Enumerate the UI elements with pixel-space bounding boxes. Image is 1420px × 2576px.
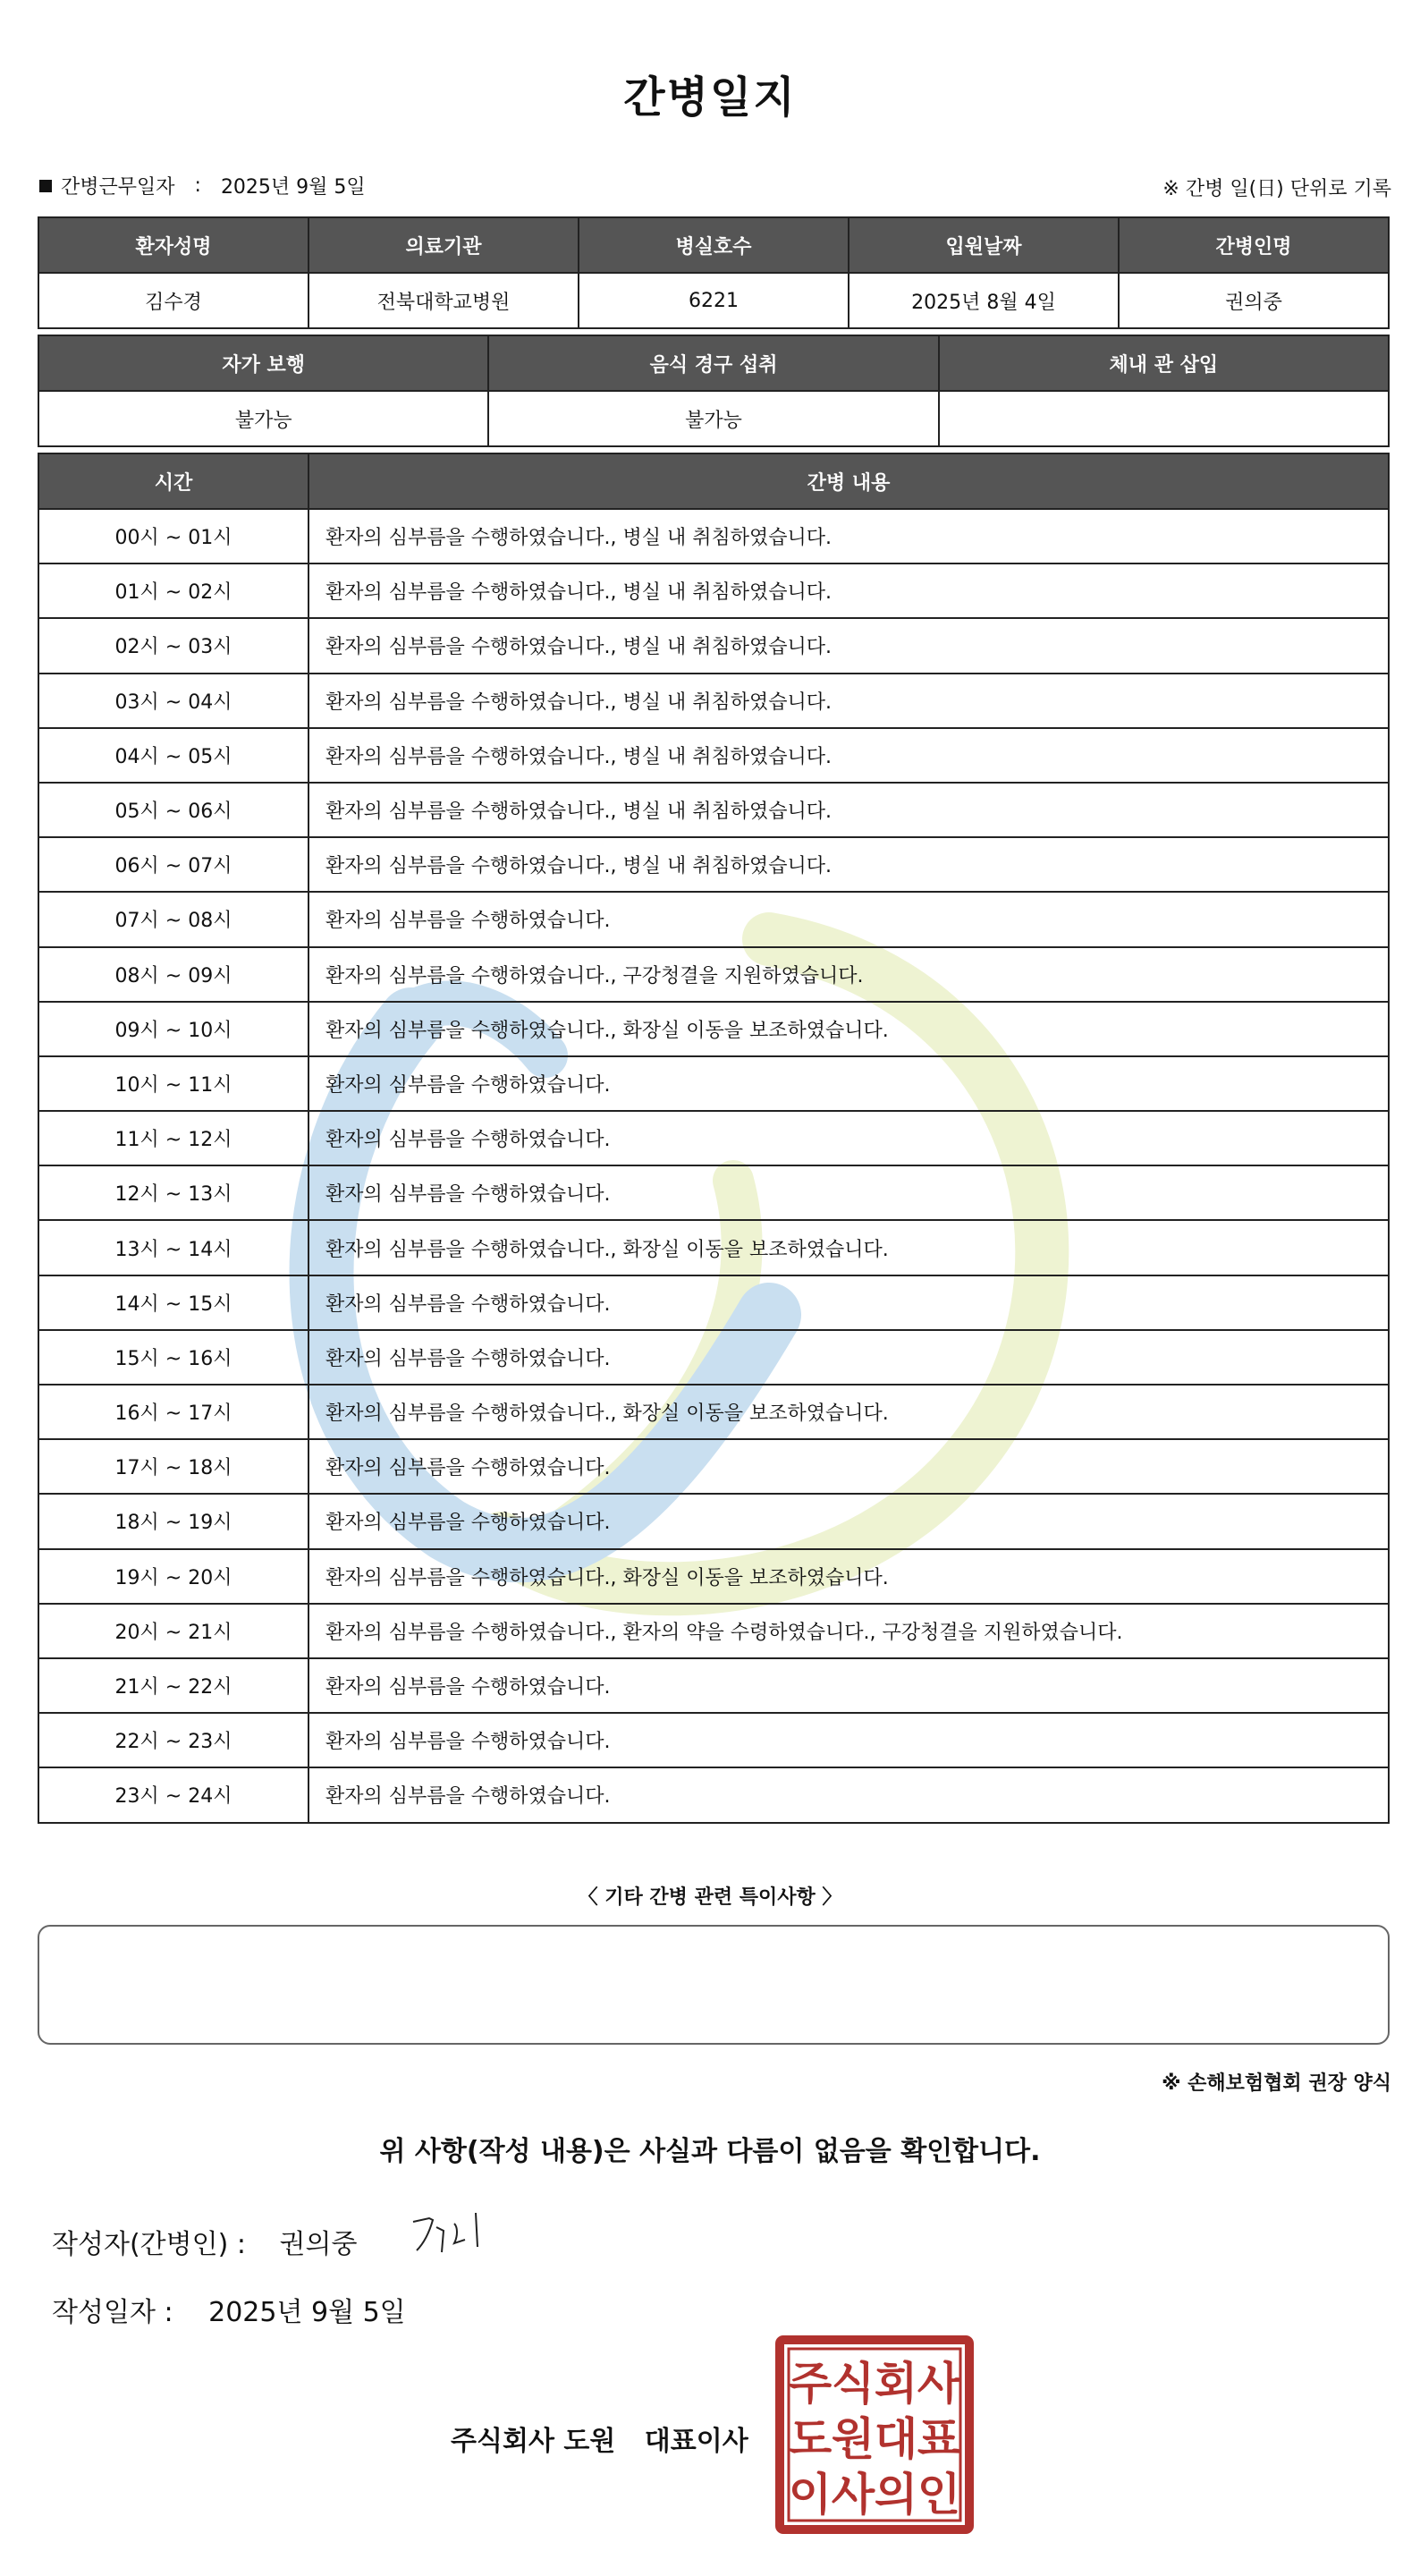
care-content: 환자의 심부름을 수행하였습니다. [309, 1439, 1389, 1494]
seal-character: 이 [788, 2469, 833, 2521]
time-slot: 15시 ~ 16시 [38, 1330, 309, 1385]
care-content: 환자의 심부름을 수행하였습니다., 병실 내 취침하였습니다. [309, 728, 1389, 783]
table-row [38, 1604, 1389, 1658]
table-row [38, 1385, 1389, 1439]
seal-character: 인 [917, 2469, 961, 2521]
header-caregiver-name: 간병인명 [1119, 217, 1389, 273]
table-row [38, 1111, 1389, 1165]
table-row [38, 728, 1389, 783]
work-date-separator: : [194, 174, 201, 197]
care-content: 환자의 심부름을 수행하였습니다., 병실 내 취침하였습니다. [309, 564, 1389, 618]
company-line [451, 2419, 748, 2458]
care-content: 환자의 심부름을 수행하였습니다., 환자의 약을 수령하였습니다., 구강청결을 지원하였습니다. [309, 1604, 1389, 1658]
care-content: 환자의 심부름을 수행하였습니다. [309, 1330, 1389, 1385]
oral-intake-value: 불가능 [488, 391, 938, 446]
time-slot: 11시 ~ 12시 [38, 1111, 309, 1165]
care-content: 환자의 심부름을 수행하였습니다., 화장실 이동을 보조하였습니다. [309, 1385, 1389, 1439]
care-content: 환자의 심부름을 수행하였습니다. [309, 1165, 1389, 1220]
table-row [38, 783, 1389, 837]
bullet-square-icon [39, 180, 52, 192]
care-content: 환자의 심부름을 수행하였습니다., 화장실 이동을 보조하였습니다. [309, 1002, 1389, 1056]
time-slot: 18시 ~ 19시 [38, 1494, 309, 1548]
seal-character: 표 [917, 2413, 961, 2465]
time-slot: 12시 ~ 13시 [38, 1165, 309, 1220]
confirmation-statement: 위 사항(작성 내용)은 사실과 다름이 없음을 확인합니다. [379, 2136, 1041, 2167]
seal-character: 사 [917, 2358, 961, 2410]
caregiver-name: 권의중 [1119, 273, 1389, 328]
tube-insertion-value [939, 391, 1389, 446]
table-row [38, 1330, 1389, 1385]
time-slot: 17시 ~ 18시 [38, 1439, 309, 1494]
special-notes-title: 〈 기타 간병 관련 특이사항 〉 [578, 1886, 842, 1909]
table-row [38, 1165, 1389, 1220]
patient-name: 김수경 [38, 273, 309, 328]
seal-character: 사 [831, 2469, 875, 2521]
table-row [38, 947, 1389, 1002]
patient-status-value-row [38, 391, 1389, 446]
header-self-walking: 자가 보행 [38, 335, 488, 391]
time-slot: 05시 ~ 06시 [38, 783, 309, 837]
care-content: 환자의 심부름을 수행하였습니다. [309, 1056, 1389, 1111]
written-date-label: 작성일자 : [52, 2297, 173, 2328]
table-row [38, 618, 1389, 673]
table-row [38, 674, 1389, 728]
table-row [38, 509, 1389, 564]
header-admission-date: 입원날짜 [849, 217, 1119, 273]
table-row [38, 1494, 1389, 1548]
care-content: 환자의 심부름을 수행하였습니다. [309, 892, 1389, 946]
care-content: 환자의 심부름을 수행하였습니다. [309, 1275, 1389, 1330]
writer-label: 작성자(간병인) : [52, 2229, 246, 2260]
time-slot: 20시 ~ 21시 [38, 1604, 309, 1658]
time-slot: 14시 ~ 15시 [38, 1275, 309, 1330]
care-content: 환자의 심부름을 수행하였습니다., 병실 내 취침하였습니다. [309, 509, 1389, 564]
patient-info-table [38, 216, 1390, 329]
seal-character: 식 [831, 2358, 875, 2410]
seal-character: 대 [874, 2413, 918, 2465]
care-content: 환자의 심부름을 수행하였습니다. [309, 1658, 1389, 1713]
self-walking-value: 불가능 [38, 391, 488, 446]
writer-line [52, 2222, 357, 2261]
time-slot: 21시 ~ 22시 [38, 1658, 309, 1713]
time-slot: 23시 ~ 24시 [38, 1767, 309, 1822]
medical-institution: 전북대학교병원 [309, 273, 579, 328]
writer-name: 권의중 [279, 2229, 358, 2260]
time-slot: 03시 ~ 04시 [38, 674, 309, 728]
seal-character: 주 [788, 2358, 833, 2410]
table-row [38, 1056, 1389, 1111]
special-notes-box [38, 1925, 1390, 2045]
company-name: 주식회사 도원 [451, 2426, 616, 2457]
table-row [38, 1275, 1389, 1330]
form-source-note: ※ 손해보험협회 권장 양식 [1162, 2072, 1391, 2095]
table-row [38, 1713, 1389, 1767]
work-date-label: 간병근무일자 [61, 176, 175, 199]
company-seal-stamp [774, 2334, 975, 2535]
header-medical-institution: 의료기관 [309, 217, 579, 273]
patient-status-header-row [38, 335, 1389, 391]
care-log-table [38, 453, 1390, 1824]
care-content: 환자의 심부름을 수행하였습니다., 병실 내 취침하였습니다. [309, 618, 1389, 673]
care-content: 환자의 심부름을 수행하였습니다., 병실 내 취침하였습니다. [309, 837, 1389, 892]
patient-info-value-row [38, 273, 1389, 328]
time-slot: 07시 ~ 08시 [38, 892, 309, 946]
time-slot: 19시 ~ 20시 [38, 1549, 309, 1604]
work-date-value: 2025년 9월 5일 [220, 176, 366, 199]
time-slot: 00시 ~ 01시 [38, 509, 309, 564]
care-log-header-row [38, 453, 1389, 509]
table-row [38, 1767, 1389, 1822]
table-row [38, 1658, 1389, 1713]
unit-note: ※ 간병 일(日) 단위로 기록 [1162, 178, 1391, 200]
table-row [38, 564, 1389, 618]
care-content: 환자의 심부름을 수행하였습니다., 화장실 이동을 보조하였습니다. [309, 1220, 1389, 1275]
time-slot: 04시 ~ 05시 [38, 728, 309, 783]
table-row [38, 1439, 1389, 1494]
seal-character: 의 [874, 2469, 918, 2521]
table-row [38, 892, 1389, 946]
header-care-content: 간병 내용 [309, 453, 1389, 509]
care-content: 환자의 심부름을 수행하였습니다., 병실 내 취침하였습니다. [309, 783, 1389, 837]
room-number: 6221 [579, 273, 849, 328]
time-slot: 22시 ~ 23시 [38, 1713, 309, 1767]
table-row [38, 1549, 1389, 1604]
care-content: 환자의 심부름을 수행하였습니다., 병실 내 취침하였습니다. [309, 674, 1389, 728]
header-tube-insertion: 체내 관 삽입 [939, 335, 1389, 391]
time-slot: 01시 ~ 02시 [38, 564, 309, 618]
document-title: 간병일지 [623, 72, 797, 123]
time-slot: 16시 ~ 17시 [38, 1385, 309, 1439]
header-patient-name: 환자성명 [38, 217, 309, 273]
table-row [38, 837, 1389, 892]
time-slot: 09시 ~ 10시 [38, 1002, 309, 1056]
header-time: 시간 [38, 453, 309, 509]
seal-character: 회 [874, 2358, 918, 2410]
time-slot: 08시 ~ 09시 [38, 947, 309, 1002]
care-content: 환자의 심부름을 수행하였습니다. [309, 1494, 1389, 1548]
care-content: 환자의 심부름을 수행하였습니다. [309, 1713, 1389, 1767]
caregiver-signature [402, 2200, 501, 2263]
work-date-line [39, 172, 366, 199]
written-date-value: 2025년 9월 5일 [208, 2297, 406, 2328]
patient-status-table [38, 335, 1390, 447]
patient-info-header-row [38, 217, 1389, 273]
time-slot: 06시 ~ 07시 [38, 837, 309, 892]
time-slot: 13시 ~ 14시 [38, 1220, 309, 1275]
care-content: 환자의 심부름을 수행하였습니다., 구강청결을 지원하였습니다. [309, 947, 1389, 1002]
written-date-line [52, 2290, 406, 2329]
table-row [38, 1002, 1389, 1056]
seal-character: 원 [831, 2413, 875, 2465]
company-representative-title: 대표이사 [644, 2426, 748, 2457]
table-row [38, 1220, 1389, 1275]
care-content: 환자의 심부름을 수행하였습니다. [309, 1111, 1389, 1165]
seal-character: 도 [788, 2413, 833, 2465]
care-content: 환자의 심부름을 수행하였습니다. [309, 1767, 1389, 1822]
time-slot: 10시 ~ 11시 [38, 1056, 309, 1111]
header-oral-intake: 음식 경구 섭취 [488, 335, 938, 391]
care-content: 환자의 심부름을 수행하였습니다., 화장실 이동을 보조하였습니다. [309, 1549, 1389, 1604]
time-slot: 02시 ~ 03시 [38, 618, 309, 673]
admission-date: 2025년 8월 4일 [849, 273, 1119, 328]
header-room-number: 병실호수 [579, 217, 849, 273]
